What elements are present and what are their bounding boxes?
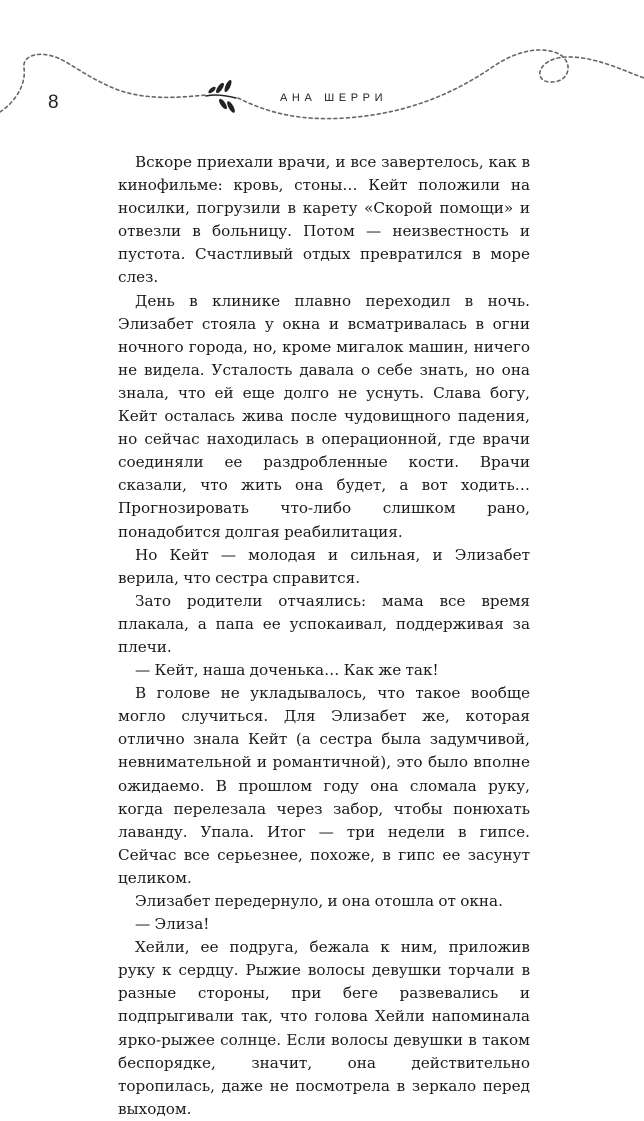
paragraph: Зато родители отчаялись: мама все время плакала, а папа ее успокаивал, поддерживая за плечи. [118, 591, 530, 656]
page-header [0, 0, 644, 140]
paragraph: Хейли, ее подруга, бежала к ним, приложив руку к сердцу. Рыжие волосы девушки торчали в разные стороны, при беге развевались и подпрыгивали так, что голова Хейли напоминала ярко-рыжее солнце. Если волосы девушки в таком беспорядке, значит, она действительно торопилась, даже не посмотрела в зеркало перед выходом. [118, 938, 530, 1118]
paragraph: Элизабет передернуло, и она отошла от окна. [135, 892, 503, 910]
body-text [118, 151, 530, 1121]
dialogue-line: — Элиза! [135, 915, 210, 934]
decorative-dotted-vine-icon [0, 0, 644, 140]
page-number: 8 [48, 92, 59, 113]
running-head-author: АНА ШЕРРИ [280, 92, 388, 104]
paragraph: Вскоре приехали врачи, и все завертелось, как в кинофильме: кровь, стоны… Кейт положили на носилки, погрузили в карету «Скорой помощи» и отвезли в больницу. Потом — неизвестность и пустота. Счастливый отдых превратился в море слез. [118, 153, 530, 287]
dialogue-line: — Кейт, наша доченька… Как же так! [135, 661, 439, 680]
paragraph: Но Кейт — молодая и сильная, и Элизабет верила, что сестра справится. [118, 545, 530, 587]
paragraph: В голове не укладывалось, что такое вообще могло случиться. Для Элизабет же, которая отлично знала Кейт (а сестра была задумчивой, невнимательной и романтичной), это было вполне ожидаемо. В прошлом году она сломала руку, когда перелезала через забор, чтобы понюхать лаванду. Упала. Итог — три недели в гипсе. Сейчас все серьезнее, похоже, в гипс ее засунут целиком. [118, 684, 530, 887]
paragraph: День в клинике плавно переходил в ночь. Элизабет стояла у окна и всматривалась в огни ночного города, но, кроме мигалок машин, ничего не видела. Усталость давала о себе знать, но она знала, что ей еще долго не уснуть. Слава богу, Кейт осталась жива после чудовищного падения, но сейчас находилась в операционной, где врачи соединяли ее раздробленные кости. Врачи сказали, что жить она будет, а вот ходить… Прогнозировать что-либо слишком рано, понадобится долгая реабилитация. [118, 291, 530, 541]
